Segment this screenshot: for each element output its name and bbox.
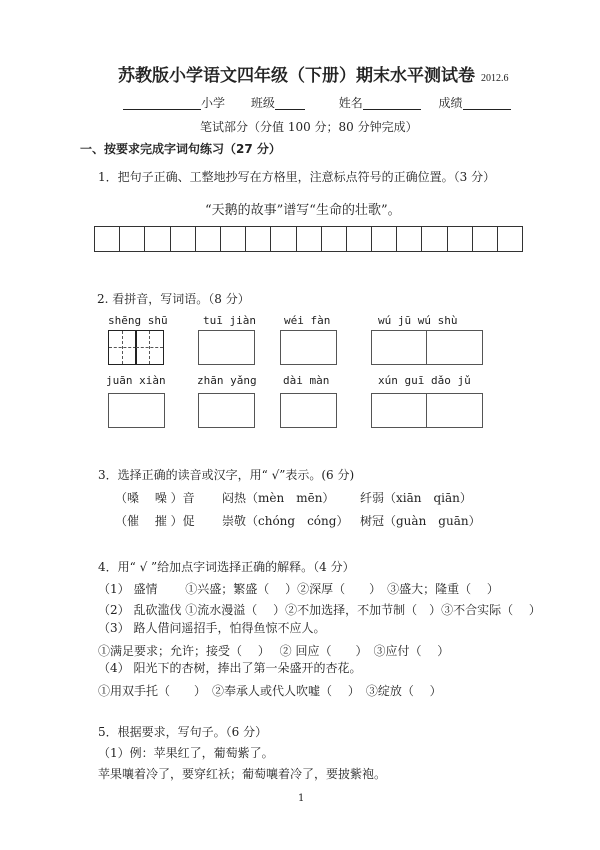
answer-box[interactable]	[198, 330, 255, 365]
name-label: 姓名	[338, 96, 363, 110]
grid-cell[interactable]	[95, 226, 120, 252]
subtitle: 笔试部分（分值 100 分；80 分钟完成）	[200, 120, 418, 134]
grid-cell[interactable]	[473, 226, 498, 252]
pinyin: juān xiàn	[106, 374, 166, 387]
pinyin: shēng shū	[108, 314, 168, 327]
q4-item: （4） 阳光下的杏树，捧出了第一朵盛开的杏花。	[98, 661, 362, 675]
q3-option: 纤弱（xiān qiān）	[360, 491, 472, 505]
name-field[interactable]	[363, 97, 421, 110]
grid-cell[interactable]	[322, 226, 347, 252]
pinyin: dài màn	[283, 374, 330, 387]
answer-box[interactable]	[280, 393, 337, 428]
grid-cell[interactable]	[120, 226, 145, 252]
q3-option: 崇敬（chóng cóng）	[222, 514, 349, 528]
student-info-line	[123, 96, 511, 110]
q1-prompt: 1．把句子正确、工整地抄写在方格里，注意标点符号的正确位置。（3 分）	[98, 170, 496, 184]
pinyin: wú jū wú shù	[378, 314, 458, 327]
page-title	[118, 66, 509, 89]
answer-box[interactable]	[280, 330, 337, 365]
title-text: 苏教版小学语文四年级（下册）期末水平测试卷	[118, 66, 475, 86]
grid-cell[interactable]	[498, 226, 523, 252]
q3-option: （催 摧 ）促	[115, 514, 195, 528]
school-label: 小学	[201, 96, 226, 110]
answer-box[interactable]	[426, 393, 483, 428]
q2-prompt: 2. 看拼音，写词语。（8 分）	[97, 292, 250, 306]
grid-cell[interactable]	[171, 226, 196, 252]
grid-cell[interactable]	[372, 226, 397, 252]
pinyin: tuī jiàn	[203, 314, 256, 327]
writing-grid[interactable]	[94, 226, 523, 252]
answer-box[interactable]	[198, 393, 255, 428]
class-field[interactable]	[275, 97, 305, 110]
q4-item: （1） 盛情 ①兴盛；繁盛（ ）②深厚（ ） ③盛大；隆重（ ）	[98, 582, 499, 596]
pinyin: zhān yǎng	[197, 374, 257, 387]
q3-prompt: 3．选择正确的读音或汉字，用“ √”表示。(6 分)	[98, 468, 355, 482]
pinyin: wéi fàn	[284, 314, 331, 327]
q3-option: 闷热（mèn mēn）	[222, 491, 335, 505]
page-number: 1	[298, 793, 305, 804]
q4-item: ①用双手托（ ） ②奉承人或代人吹嘘（ ） ③绽放（ ）	[98, 684, 442, 698]
answer-box[interactable]	[371, 330, 427, 365]
q4-prompt: 4．用“ √ ”给加点字词选择正确的解释。（4 分）	[98, 560, 355, 574]
section-heading: 一、按要求完成字词句练习（27 分）	[80, 142, 281, 156]
q3-option: 树冠（guàn guān）	[360, 514, 481, 528]
q5-prompt: 5．根据要求，写句子。（6 分）	[98, 725, 268, 739]
grid-cell[interactable]	[196, 226, 221, 252]
score-label: 成绩	[438, 96, 463, 110]
grid-cell[interactable]	[271, 226, 296, 252]
answer-box[interactable]	[108, 330, 137, 365]
class-label: 班级	[250, 96, 275, 110]
answer-box[interactable]	[371, 393, 427, 428]
answer-box[interactable]	[426, 330, 483, 365]
q4-item: ①满足要求；允许；接受（ ） ② 回应（ ） ③应付（ ）	[98, 644, 450, 658]
grid-cell[interactable]	[397, 226, 422, 252]
q5-sample: 苹果嚷着冷了，要穿红袄；葡萄嚷着冷了，要披紫袍。	[98, 767, 387, 781]
q5-example: （1）例：苹果红了，葡萄紫了。	[98, 746, 274, 760]
grid-cell[interactable]	[145, 226, 170, 252]
exam-date: 2012.6	[481, 73, 509, 84]
grid-cell[interactable]	[422, 226, 447, 252]
q3-option: （嗓 噪 ）音	[115, 491, 195, 505]
grid-cell[interactable]	[347, 226, 372, 252]
answer-box[interactable]	[135, 330, 164, 365]
grid-cell[interactable]	[221, 226, 246, 252]
grid-cell[interactable]	[246, 226, 271, 252]
q4-item: （3） 路人借问遥招手，怕得鱼惊不应人。	[98, 621, 326, 635]
grid-cell[interactable]	[448, 226, 473, 252]
answer-box[interactable]	[108, 393, 165, 428]
score-field[interactable]	[463, 97, 511, 110]
grid-cell[interactable]	[297, 226, 322, 252]
school-field[interactable]	[123, 97, 201, 110]
q4-item: （2） 乱砍滥伐 ①流水漫溢（ ）②不加选择，不加节制（ ）③不合实际（ ）	[98, 603, 541, 617]
pinyin: xún guī dǎo jǔ	[378, 374, 471, 387]
q1-sentence: “天鹅的故事”谱写“生命的壮歌”。	[205, 203, 401, 218]
